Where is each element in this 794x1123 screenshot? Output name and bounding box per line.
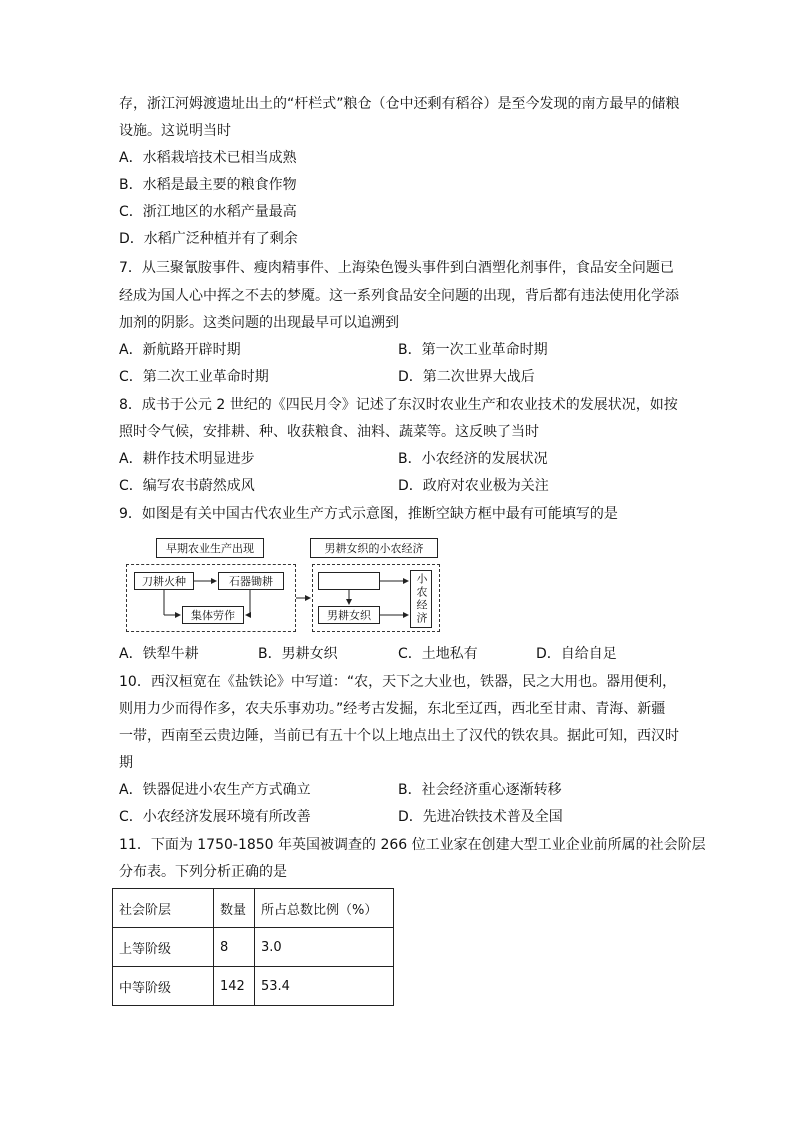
q10-stem-line1: 10．西汉桓宽在《盐铁论》中写道：“农，天下之大业也，铁器，民之大用也。器用便利，: [119, 674, 677, 690]
q6-option-d[interactable]: D．水稻广泛种植并有了剩余: [119, 231, 298, 247]
farming-diagram: [124, 536, 444, 636]
q9-stem: 9．如图是有关中国古代农业生产方式示意图，推断空缺方框中最有可能填写的是: [119, 506, 618, 522]
table-cell: 3.0: [255, 928, 394, 967]
q6-option-a[interactable]: A．水稻栽培技术已相当成熟: [119, 150, 297, 166]
q9-option-a[interactable]: A．铁犁牛耕: [119, 646, 199, 662]
q7-option-b[interactable]: B．第一次工业革命时期: [398, 342, 548, 358]
table-header-row: [113, 889, 394, 928]
men-women-box: 男耕女织: [318, 606, 380, 624]
q9-option-d[interactable]: D．自给自足: [536, 646, 617, 662]
q8-stem-line1: 8．成书于公元 2 世纪的《四民月令》记述了东汉时农业生产和农业技术的发展状况，如按: [119, 397, 678, 413]
table-cell: 8: [214, 928, 255, 967]
q7-option-c[interactable]: C．第二次工业革命时期: [119, 369, 269, 385]
q8-option-b[interactable]: B．小农经济的发展状况: [398, 451, 548, 467]
q7-stem-line3: 加剂的阴影。这类问题的出现最早可以追溯到: [119, 315, 399, 331]
q8-stem-line2: 照时令气候，安排耕、种、收获粮食、油料、蔬菜等。这反映了当时: [119, 424, 539, 440]
small-farmer-economy-box: 男耕女织的小农经济: [310, 538, 438, 558]
stone-hoe-box: 石器锄耕: [218, 572, 284, 590]
q11-stem-line1: 11．下面为 1750-1850 年英国被调查的 266 位工业家在创建大型工业企业前所属的社会阶层: [119, 837, 706, 853]
collective-labor-box: 集体劳作: [182, 606, 244, 624]
social-class-table: [112, 888, 394, 1006]
diagram-arrows: [124, 536, 444, 636]
table-cell: 上等阶级: [113, 928, 214, 967]
q7-option-d[interactable]: D．第二次世界大战后: [398, 369, 535, 385]
early-farming-box: 早期农业生产出现: [156, 538, 264, 558]
table-header-cell: 数量: [214, 889, 255, 928]
q10-option-d[interactable]: D．先进冶铁技术普及全国: [398, 809, 563, 825]
q10-stem-line3: 一带，西南至云贵边陲，当前已有五十个以上地点出土了汉代的铁农具。据此可知，西汉时: [119, 728, 679, 744]
q8-option-c[interactable]: C．编写农书蔚然成风: [119, 478, 255, 494]
q10-option-c[interactable]: C．小农经济发展环境有所改善: [119, 809, 311, 825]
q8-option-a[interactable]: A．耕作技术明显进步: [119, 451, 255, 467]
table-row: [113, 928, 394, 967]
q10-option-a[interactable]: A．铁器促进小农生产方式确立: [119, 782, 311, 798]
q6-stem-line1: 存，浙江河姆渡遗址出土的“杆栏式”粮仓（仓中还剩有稻谷）是至今发现的南方最早的储粮: [119, 96, 680, 112]
table-row: [113, 967, 394, 1006]
q7-option-a[interactable]: A．新航路开辟时期: [119, 342, 241, 358]
q7-stem-line1: 7．从三聚氰胺事件、瘦肉精事件、上海染色馒头事件到白酒塑化剂事件，食品安全问题已: [119, 260, 674, 276]
q6-option-b[interactable]: B．水稻是最主要的粮食作物: [119, 177, 297, 193]
q6-option-c[interactable]: C．浙江地区的水稻产量最高: [119, 204, 297, 220]
table-header-cell: 社会阶层: [113, 889, 214, 928]
table-cell: 142: [214, 967, 255, 1006]
q10-stem-line2: 则用力少而得作多，农夫乐事劝功。”经考古发掘，东北至辽西，西北至甘肃、青海、新疆: [119, 701, 666, 717]
q7-stem-line2: 经成为国人心中挥之不去的梦魇。这一系列食品安全问题的出现，背后都有违法使用化学添: [119, 288, 679, 304]
table-header-cell: 所占总数比例（%）: [255, 889, 394, 928]
slash-burn-box: 刀耕火种: [134, 572, 194, 590]
q6-stem-line2: 设施。这说明当时: [119, 123, 231, 139]
table-cell: 53.4: [255, 967, 394, 1006]
small-farmer-vertical-box: 小农经济: [410, 570, 432, 628]
table-cell: 中等阶级: [113, 967, 214, 1006]
q9-option-b[interactable]: B．男耕女织: [258, 646, 338, 662]
q10-stem-line4: 期: [119, 755, 133, 771]
q8-option-d[interactable]: D．政府对农业极为关注: [398, 478, 549, 494]
q9-option-c[interactable]: C．土地私有: [398, 646, 478, 662]
q11-stem-line2: 分布表。下列分析正确的是: [119, 864, 287, 880]
q10-option-b[interactable]: B．社会经济重心逐渐转移: [398, 782, 562, 798]
